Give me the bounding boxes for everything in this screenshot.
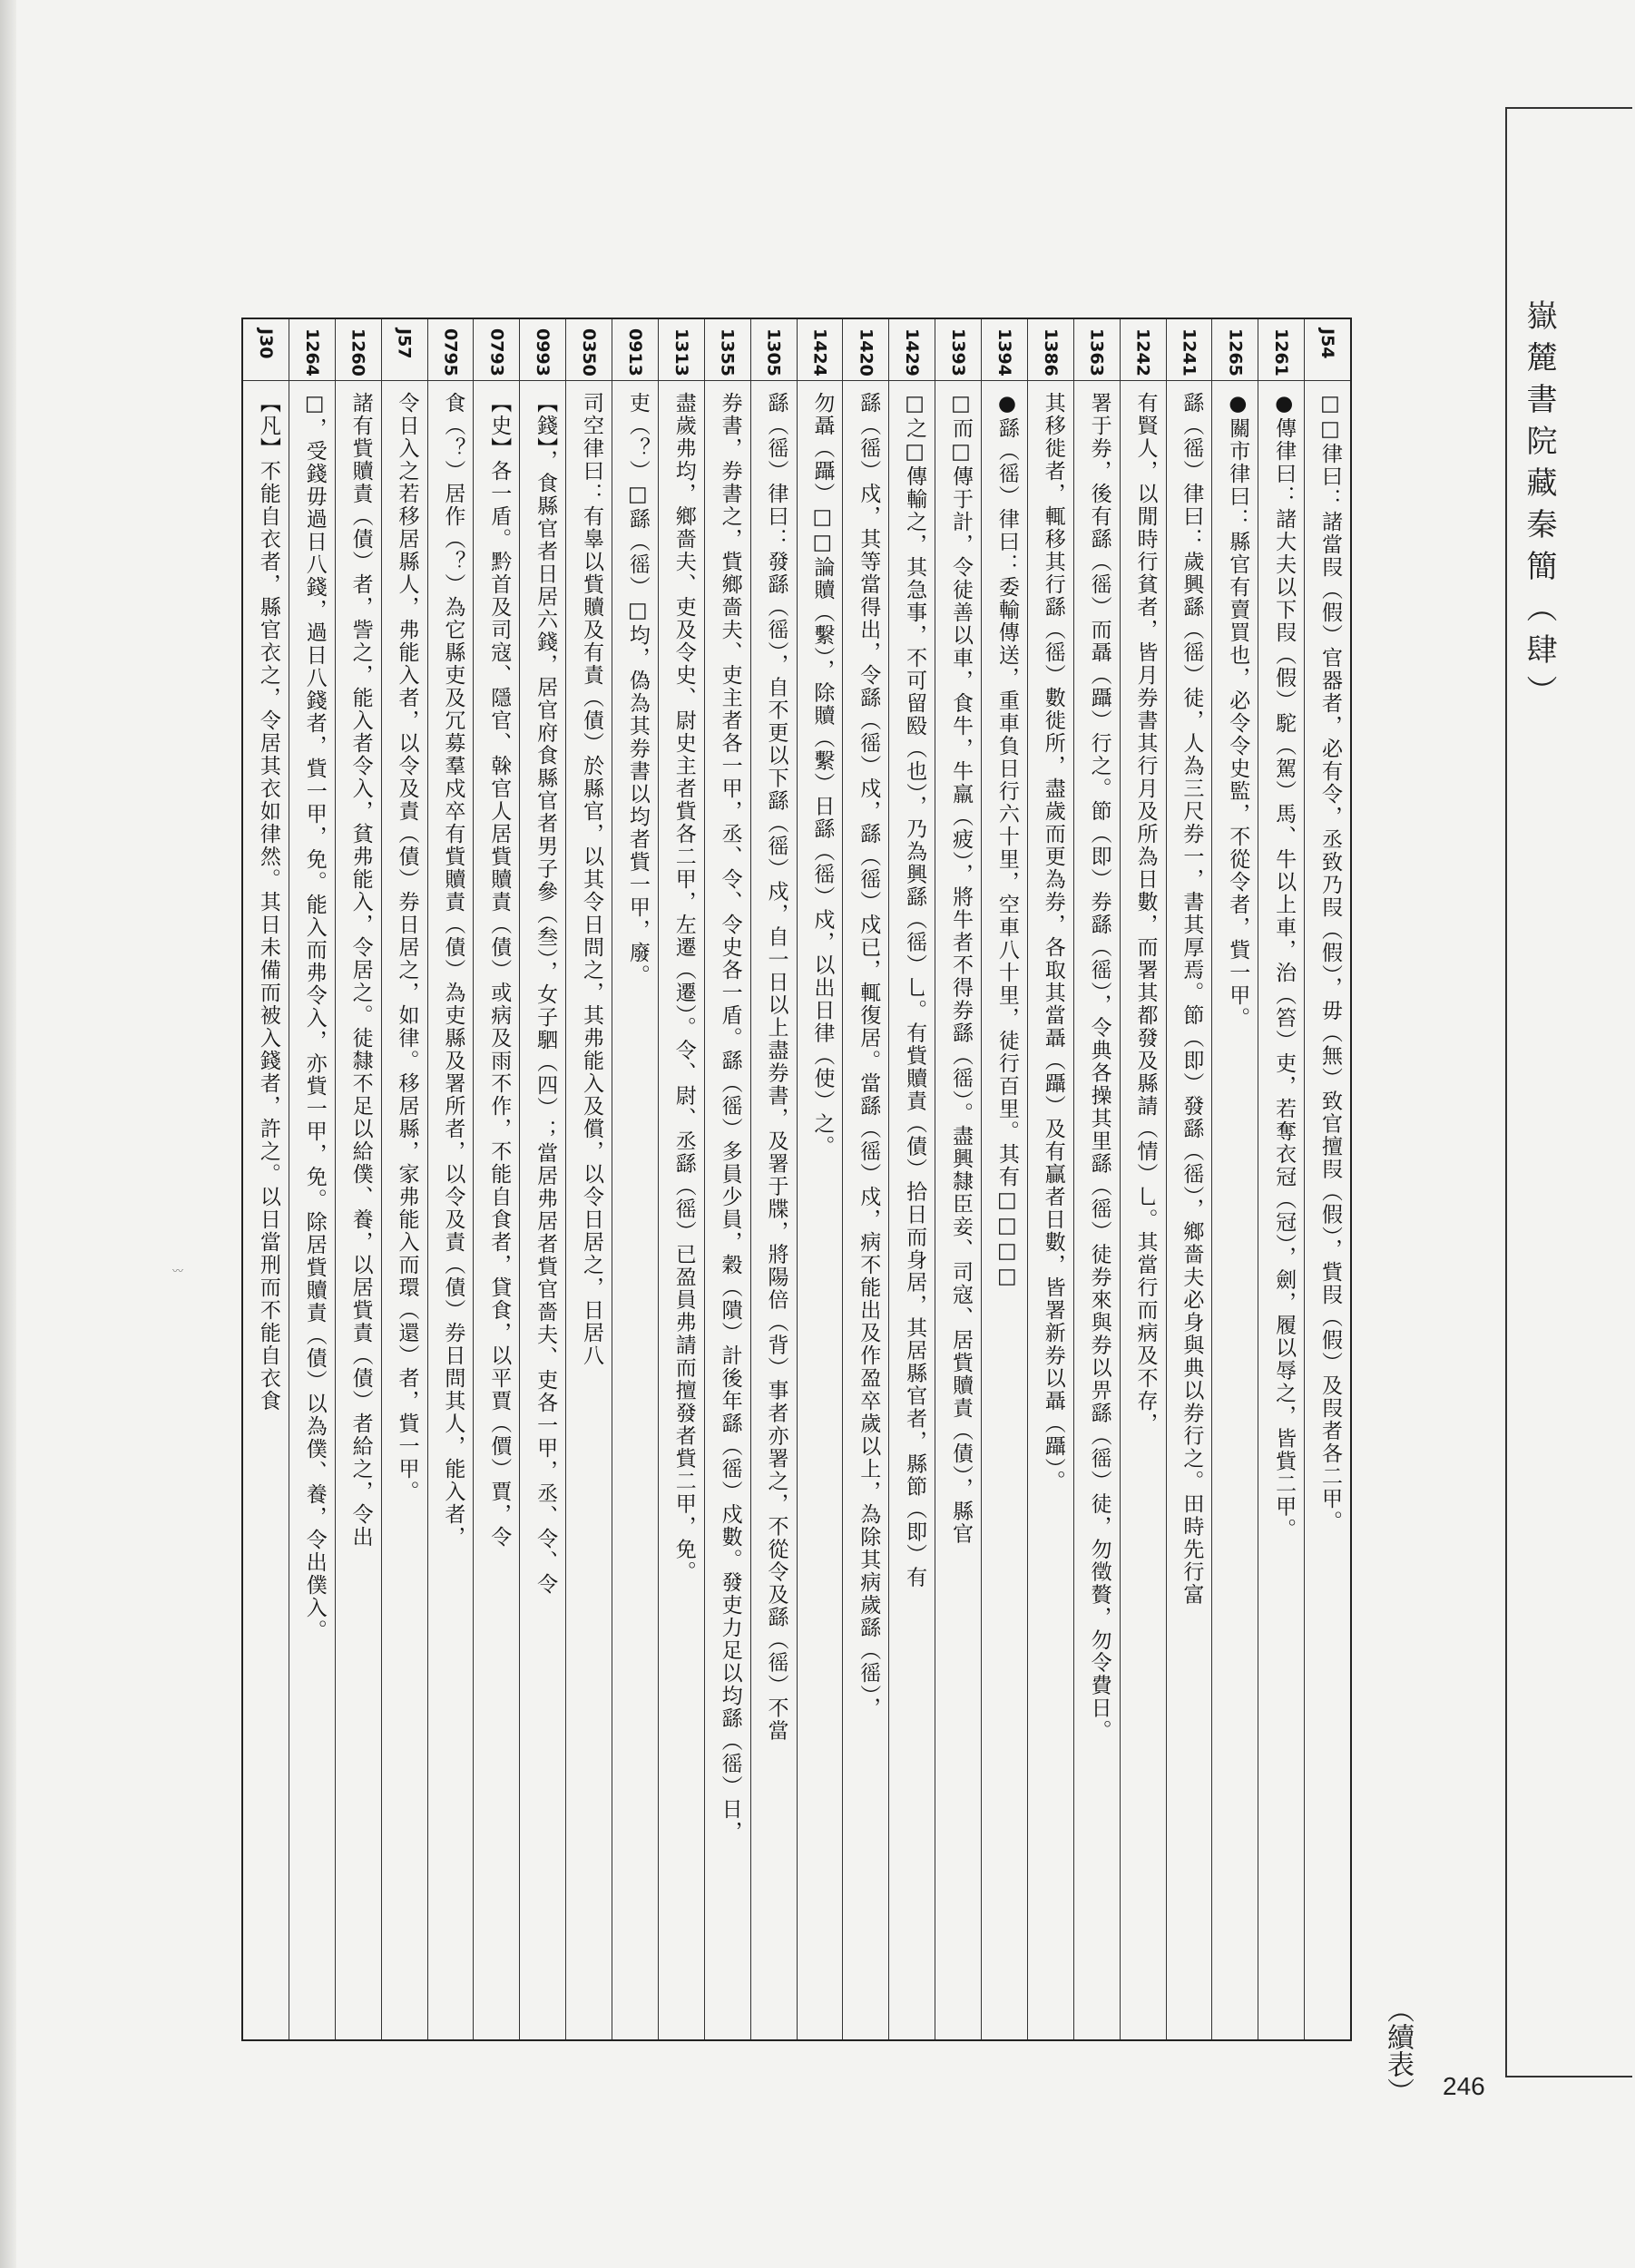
header-rule-top — [1505, 107, 1632, 109]
table-row — [473, 319, 519, 2039]
strip-number: 1424 — [798, 319, 843, 381]
strip-number: 1420 — [843, 319, 888, 381]
strip-text: 諸有貲贖責（債）者，訾之，能入者令入，貧弗能入，令居之。徒隸不足以給僕、養，以居貲責（債）者給之，令出 — [348, 392, 373, 1549]
strip-number: J54 — [1305, 319, 1350, 381]
strip-number: 1394 — [982, 319, 1027, 381]
table-row — [797, 319, 843, 2039]
strip-text: 盡歲弗均，鄉嗇夫、吏及令史、尉史主者貲各二甲，左遷（遷）。令、尉、丞繇（徭）已盈員弗請而擅發者貲二甲，免。 — [671, 392, 696, 1584]
book-title: 嶽麓書院藏秦簡（肆） — [1521, 299, 1557, 717]
strip-number: J30 — [243, 319, 289, 381]
strip-number: 1265 — [1212, 319, 1258, 381]
table-row — [750, 319, 797, 2039]
table-row — [842, 319, 888, 2039]
strip-text: 署于券，後有繇（徭）而聶（躡）行之。節（即）券繇（徭），令典各操其里繇（徭）徒券來與券以畀繇（徭）徒，勿徵贅，勿令費日。 — [1087, 392, 1111, 1743]
strip-text: 【史】各一盾。黔首及司寇、隱官、榦官人居貲贖責（債）或病及雨不作，不能自食者，貸食，以平賈（價）賈，令 — [487, 392, 512, 1549]
strip-number: 1429 — [889, 319, 935, 381]
table-row — [335, 319, 381, 2039]
strip-text: 繇（徭）律曰：歲興繇（徭）徒，人為三尺券一，書其厚焉。節（即）發繇（徭），鄉嗇夫必身與典以券行之。田時先行富 — [1180, 392, 1204, 1607]
table-row — [1027, 319, 1073, 2039]
strip-text: 有賢人，以閒時行貧者，皆月券書其行月及所為日數，而署其都發及縣請（情）乚。其當行而病及不存， — [1133, 392, 1158, 1435]
strip-number: 1305 — [751, 319, 797, 381]
strip-text: 【錢】，食縣官者日居六錢，居官府食縣官者男子參（叁），女子駟（四）；當居弗居者貲官嗇夫、吏各一甲，丞、令、令 — [534, 392, 558, 1596]
strip-number: 1393 — [935, 319, 981, 381]
strip-number: 1264 — [289, 319, 335, 381]
strip-text: 繇（徭）律曰：發繇（徭），自不更以下繇（徭）戍，自一日以上盡券書，及署于牒，將陽倍（背）事者亦署之，不從令及繇（徭）不當 — [764, 392, 788, 1743]
strip-number: 0913 — [612, 319, 658, 381]
table-row — [612, 319, 658, 2039]
strip-text: 【凡】不能自衣者，縣官衣之，令居其衣如律然。其日未備而被入錢者，許之。以日當刑而不能自衣食 — [256, 392, 280, 1413]
strip-text: □□律曰：諸當叚（假）官器者，必有令，丞致乃叚（假），毋（無）致官擅叚（假），貲叚（假）及叚者各二甲。 — [1318, 392, 1342, 1533]
strip-number: 1386 — [1028, 319, 1073, 381]
strip-number: 1260 — [336, 319, 381, 381]
strip-number: J57 — [382, 319, 427, 381]
page-edge — [0, 0, 16, 2268]
strip-text: □而□傳于計，令徒善以車，食牛，牛羸（疲），將牛者不得券繇（徭）。盡興隸臣妾、司寇、居貲贖責（債），縣官 — [949, 392, 973, 1546]
table-row — [1166, 319, 1212, 2039]
strip-number: 1261 — [1258, 319, 1304, 381]
strip-number: 0795 — [428, 319, 474, 381]
strip-number: 1313 — [659, 319, 704, 381]
table-row — [888, 319, 935, 2039]
strip-text: 食（？）居作（？）為它縣吏及冗募羣戍卒有貲贖責（債）為吏縣及署所者，以令及責（債）券日問其人，能入者， — [441, 392, 465, 1549]
strip-text: 繇（徭）戍，其等當得出，令繇（徭）戍，繇（徭）戍已，輒復居。當繇（徭）戍，病不能出及作盈卒歲以上，為除其病歲繇（徭）， — [857, 392, 881, 1720]
strip-text: 令日入之若移居縣人，弗能入者，以令及責（債）券日居之，如律。移居縣，家弗能入而環（還）者，貲一甲。 — [395, 392, 419, 1503]
strip-text: 其移徙者，輒移其行繇（徭）數徙所，盡歲而更為券，各取其當聶（躡）及有贏者日數，皆署新券以聶（躡）。 — [1041, 392, 1065, 1493]
table-row — [381, 319, 427, 2039]
header-rule-vertical — [1505, 107, 1507, 2076]
table-row — [1211, 319, 1258, 2039]
table-row — [981, 319, 1027, 2039]
strip-number: 1363 — [1074, 319, 1120, 381]
strip-number: 1355 — [705, 319, 750, 381]
strip-text: ●繇（徭）律曰：委輸傳送，重車負日行六十里，空車八十里，徒行百里。其有□□□□ — [994, 392, 1019, 1290]
table-row — [289, 319, 335, 2039]
table-row — [1304, 319, 1350, 2039]
page-number: 246 — [1443, 2072, 1485, 2100]
strip-text: ●傳律曰：諸大夫以下叚（假）駝（駕）馬、牛以上車，治（笞）吏，若奪衣冠（冠），劍，履以辱之，皆貲二甲。 — [1272, 392, 1297, 1541]
strip-text: 司空律曰：有辠以貲贖及有責（債）於縣官，以其令日問之，其弗能入及償，以令日居之，日居八 — [580, 392, 603, 1367]
strip-text: 券書，券書之，貲鄉嗇夫、吏主者各一甲，丞、令、令史各一盾。繇（徭）多員少員，穀（隤）計後年繇（徭）戍數。發吏力足以均繇（徭）日， — [718, 392, 742, 1843]
stray-mark: 〰 — [172, 1265, 184, 1277]
strip-text: 勿聶（躡）□□論贖（繫），除贖（繫）日繇（徭）戍，以出日律（使）之。 — [810, 392, 835, 1158]
strip-text: ●關市律曰：縣官有賣買也，必令令史監，不從令者，貲一甲。 — [1226, 392, 1250, 1030]
strip-number: 1242 — [1121, 319, 1166, 381]
strip-text: □之□傳輸之，其急事，不可留殹（也），乃為興繇（徭）乚。有貲贖責（債）拾日而身居，其居縣官者，縣節（即）有 — [903, 392, 927, 1589]
table-row — [427, 319, 474, 2039]
strip-number: 1241 — [1167, 319, 1212, 381]
table-row — [1073, 319, 1120, 2039]
header-rule-bottom — [1505, 2076, 1632, 2077]
table-row — [565, 319, 612, 2039]
table-row — [519, 319, 565, 2039]
strip-number: 0793 — [474, 319, 519, 381]
strip-text: □，受錢毋過日八錢，過日八錢者，貲一甲，免。能入而弗令入，亦貲一甲，免。除居貲贖責（債）以為僕、養，令出僕入。 — [302, 392, 327, 1642]
strip-text: 吏（？）□繇（徭）□均，偽為其券書以均者貲一甲，廢。 — [625, 392, 650, 987]
strip-table — [241, 318, 1352, 2041]
table-row — [935, 319, 981, 2039]
table-row — [658, 319, 704, 2039]
table-row — [1120, 319, 1166, 2039]
table-row — [243, 319, 289, 2039]
strip-number: 0350 — [566, 319, 612, 381]
table-row — [704, 319, 750, 2039]
table-row — [1258, 319, 1304, 2039]
continued-label: （續表） — [1382, 1996, 1414, 2105]
strip-number: 0993 — [520, 319, 565, 381]
